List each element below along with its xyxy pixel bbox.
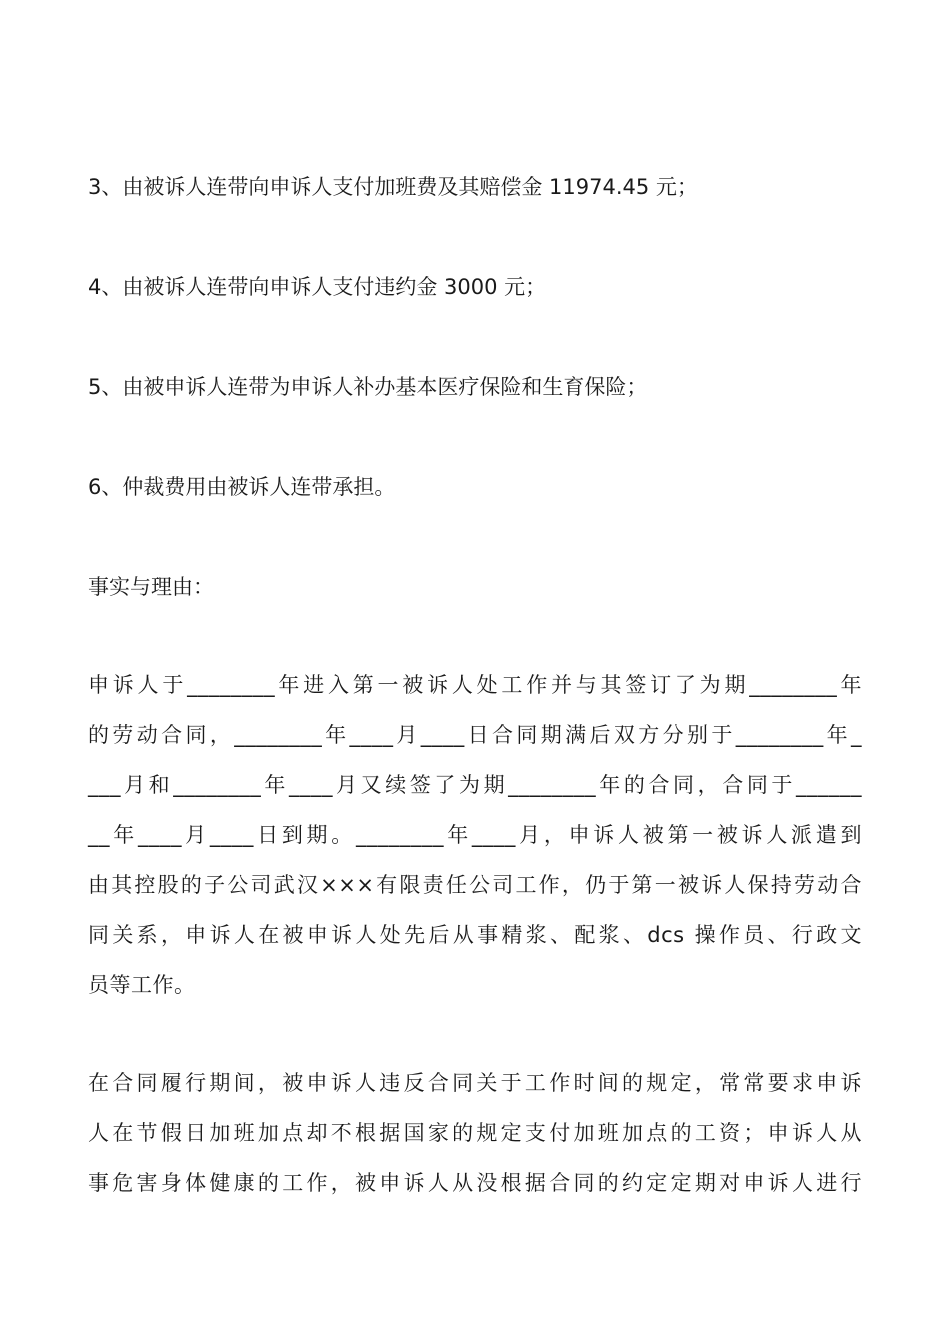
claim-item-4: 4、由被诉人连带向申诉人支付违约金 3000 元； xyxy=(88,275,547,299)
paragraph-line: __年____月____日到期。________年____月，申诉人被第一被诉人派遣到 xyxy=(88,823,862,847)
paragraph-line: 同关系，申诉人在被申诉人处先后从事精浆、配浆、dcs 操作员、行政文 xyxy=(88,923,862,947)
paragraph-line: ___月和________年____月又续签了为期________年的合同，合同于______ xyxy=(88,773,862,797)
paragraph-line: 员等工作。 xyxy=(88,973,196,997)
paragraph-line: 在合同履行期间，被申诉人违反合同关于工作时间的规定，常常要求申诉 xyxy=(88,1071,862,1095)
paragraph-line: 申诉人于________年进入第一被诉人处工作并与其签订了为期________年 xyxy=(88,673,862,697)
facts-heading: 事实与理由： xyxy=(88,575,214,599)
claim-item-3: 3、由被诉人连带向申诉人支付加班费及其赔偿金 11974.45 元； xyxy=(88,175,698,199)
claim-item-6: 6、仲裁费用由被诉人连带承担。 xyxy=(88,475,396,499)
paragraph-line: 的劳动合同，________年____月____日合同期满后双方分别于________年_ xyxy=(88,723,862,747)
paragraph-line: 人在节假日加班加点却不根据国家的规定支付加班加点的工资；申诉人从 xyxy=(88,1121,862,1145)
claim-item-5: 5、由被申诉人连带为申诉人补办基本医疗保险和生育保险； xyxy=(88,375,648,399)
paragraph-line: 由其控股的子公司武汉×××有限责任公司工作，仍于第一被诉人保持劳动合 xyxy=(88,873,862,897)
paragraph-line: 事危害身体健康的工作，被申诉人从没根据合同的约定定期对申诉人进行 xyxy=(88,1171,862,1195)
